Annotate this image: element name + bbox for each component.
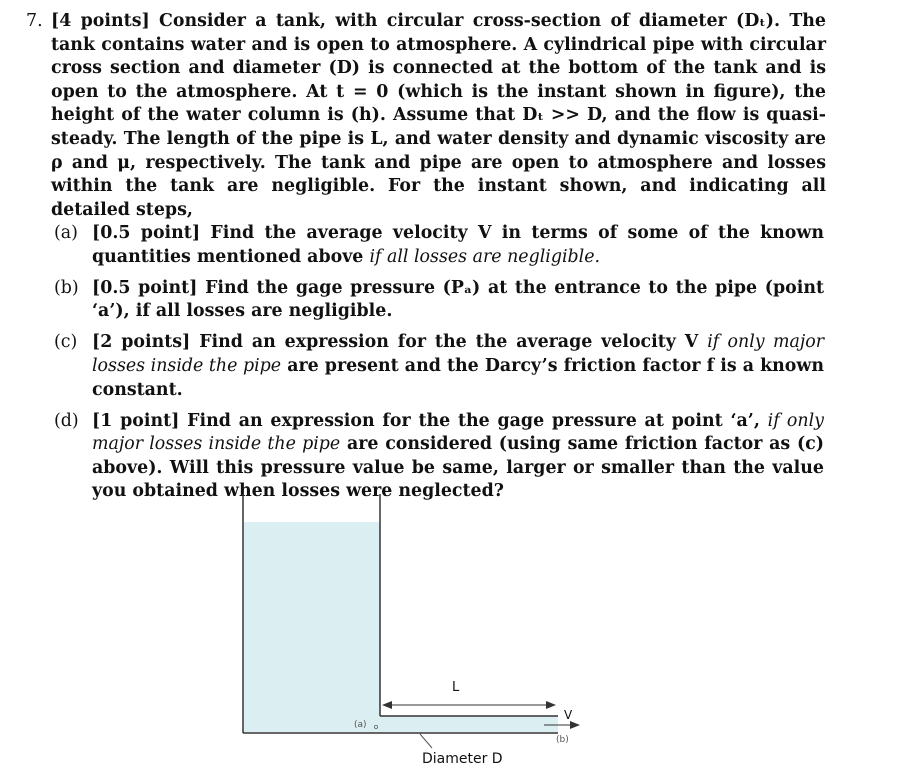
- point-a-label: (a): [354, 720, 367, 730]
- part-d-italic: if only major losses inside the pipe: [92, 410, 824, 455]
- part-d-label: (d): [54, 410, 79, 431]
- part-a-label: (a): [54, 223, 78, 243]
- length-label: L: [452, 680, 460, 695]
- pipe-water: [380, 716, 558, 732]
- length-arrow-left-icon: [382, 701, 392, 709]
- question-text: Consider a tank, with circular cross-section of diameter (Dₜ). The tank contains water and is open to atmosphere. A cylindrical pipe with circular cross section and diameter (D) is connected at the bottom of the tank and is open to the atmosphere. At t = 0 (which is the instant shown in figure), the height of the water column is (h). Assume that Dₜ >> D, and the flow is quasi-steady. The length of the pipe is L, and water density and dynamic viscosity are ρ and μ, respectively. The tank and pipe are open to atmosphere and losses within the tank are negligible. For the instant shown, and indicating all detailed steps,: [51, 11, 826, 220]
- tank-pipe-diagram: [0, 480, 904, 775]
- sub-question-list: [54, 222, 824, 512]
- question-points: [4 points]: [51, 11, 150, 31]
- tank-pipe-figure: [0, 480, 904, 775]
- part-d-rest: are considered (using same friction factor as (c) above). Will this pressure value be same, larger or smaller than the value you obtained when losses were neglected?: [92, 434, 824, 502]
- point-b-label: (b): [556, 735, 569, 745]
- part-a-italic: if all losses are negligible.: [369, 246, 601, 267]
- velocity-arrowhead-icon: [570, 721, 580, 729]
- diameter-leader-line: [420, 734, 432, 748]
- tank-water: [244, 522, 380, 732]
- part-c-rest: are present and the Darcy’s friction factor f is a known constant.: [92, 355, 824, 400]
- part-b-points: [0.5 point]: [92, 277, 198, 298]
- length-arrow-right-icon: [546, 701, 556, 709]
- question-number: 7.: [26, 11, 43, 31]
- velocity-label: V: [564, 708, 573, 722]
- part-c-label: (c): [54, 332, 78, 353]
- part-c: [54, 331, 824, 402]
- part-b-text: [92, 277, 824, 324]
- part-c-text: [92, 331, 824, 402]
- part-b-label: (b): [54, 277, 79, 298]
- question-body: [51, 10, 826, 222]
- part-a-text: [92, 222, 824, 269]
- part-d-body: Find an expression for the the gage pressure at point ‘a’,: [187, 410, 760, 431]
- part-a-body: Find the average velocity V in terms of some of the known quantities mentioned above: [92, 223, 825, 267]
- diameter-label: Diameter D: [422, 751, 503, 767]
- part-c-body: Find an expression for the the average velocity V: [199, 332, 699, 353]
- part-b: [54, 277, 824, 324]
- part-c-points: [2 points]: [92, 332, 191, 353]
- part-c-italic: if only major losses inside the pipe: [92, 332, 825, 376]
- part-a: [54, 222, 824, 269]
- question-7: [26, 10, 826, 222]
- part-d-points: [1 point]: [92, 410, 180, 431]
- part-a-points: [0.5 point]: [92, 223, 201, 243]
- part-b-body: Find the gage pressure (Pₐ) at the entrance to the pipe (point ‘a’), if all losses are negligible.: [92, 277, 824, 322]
